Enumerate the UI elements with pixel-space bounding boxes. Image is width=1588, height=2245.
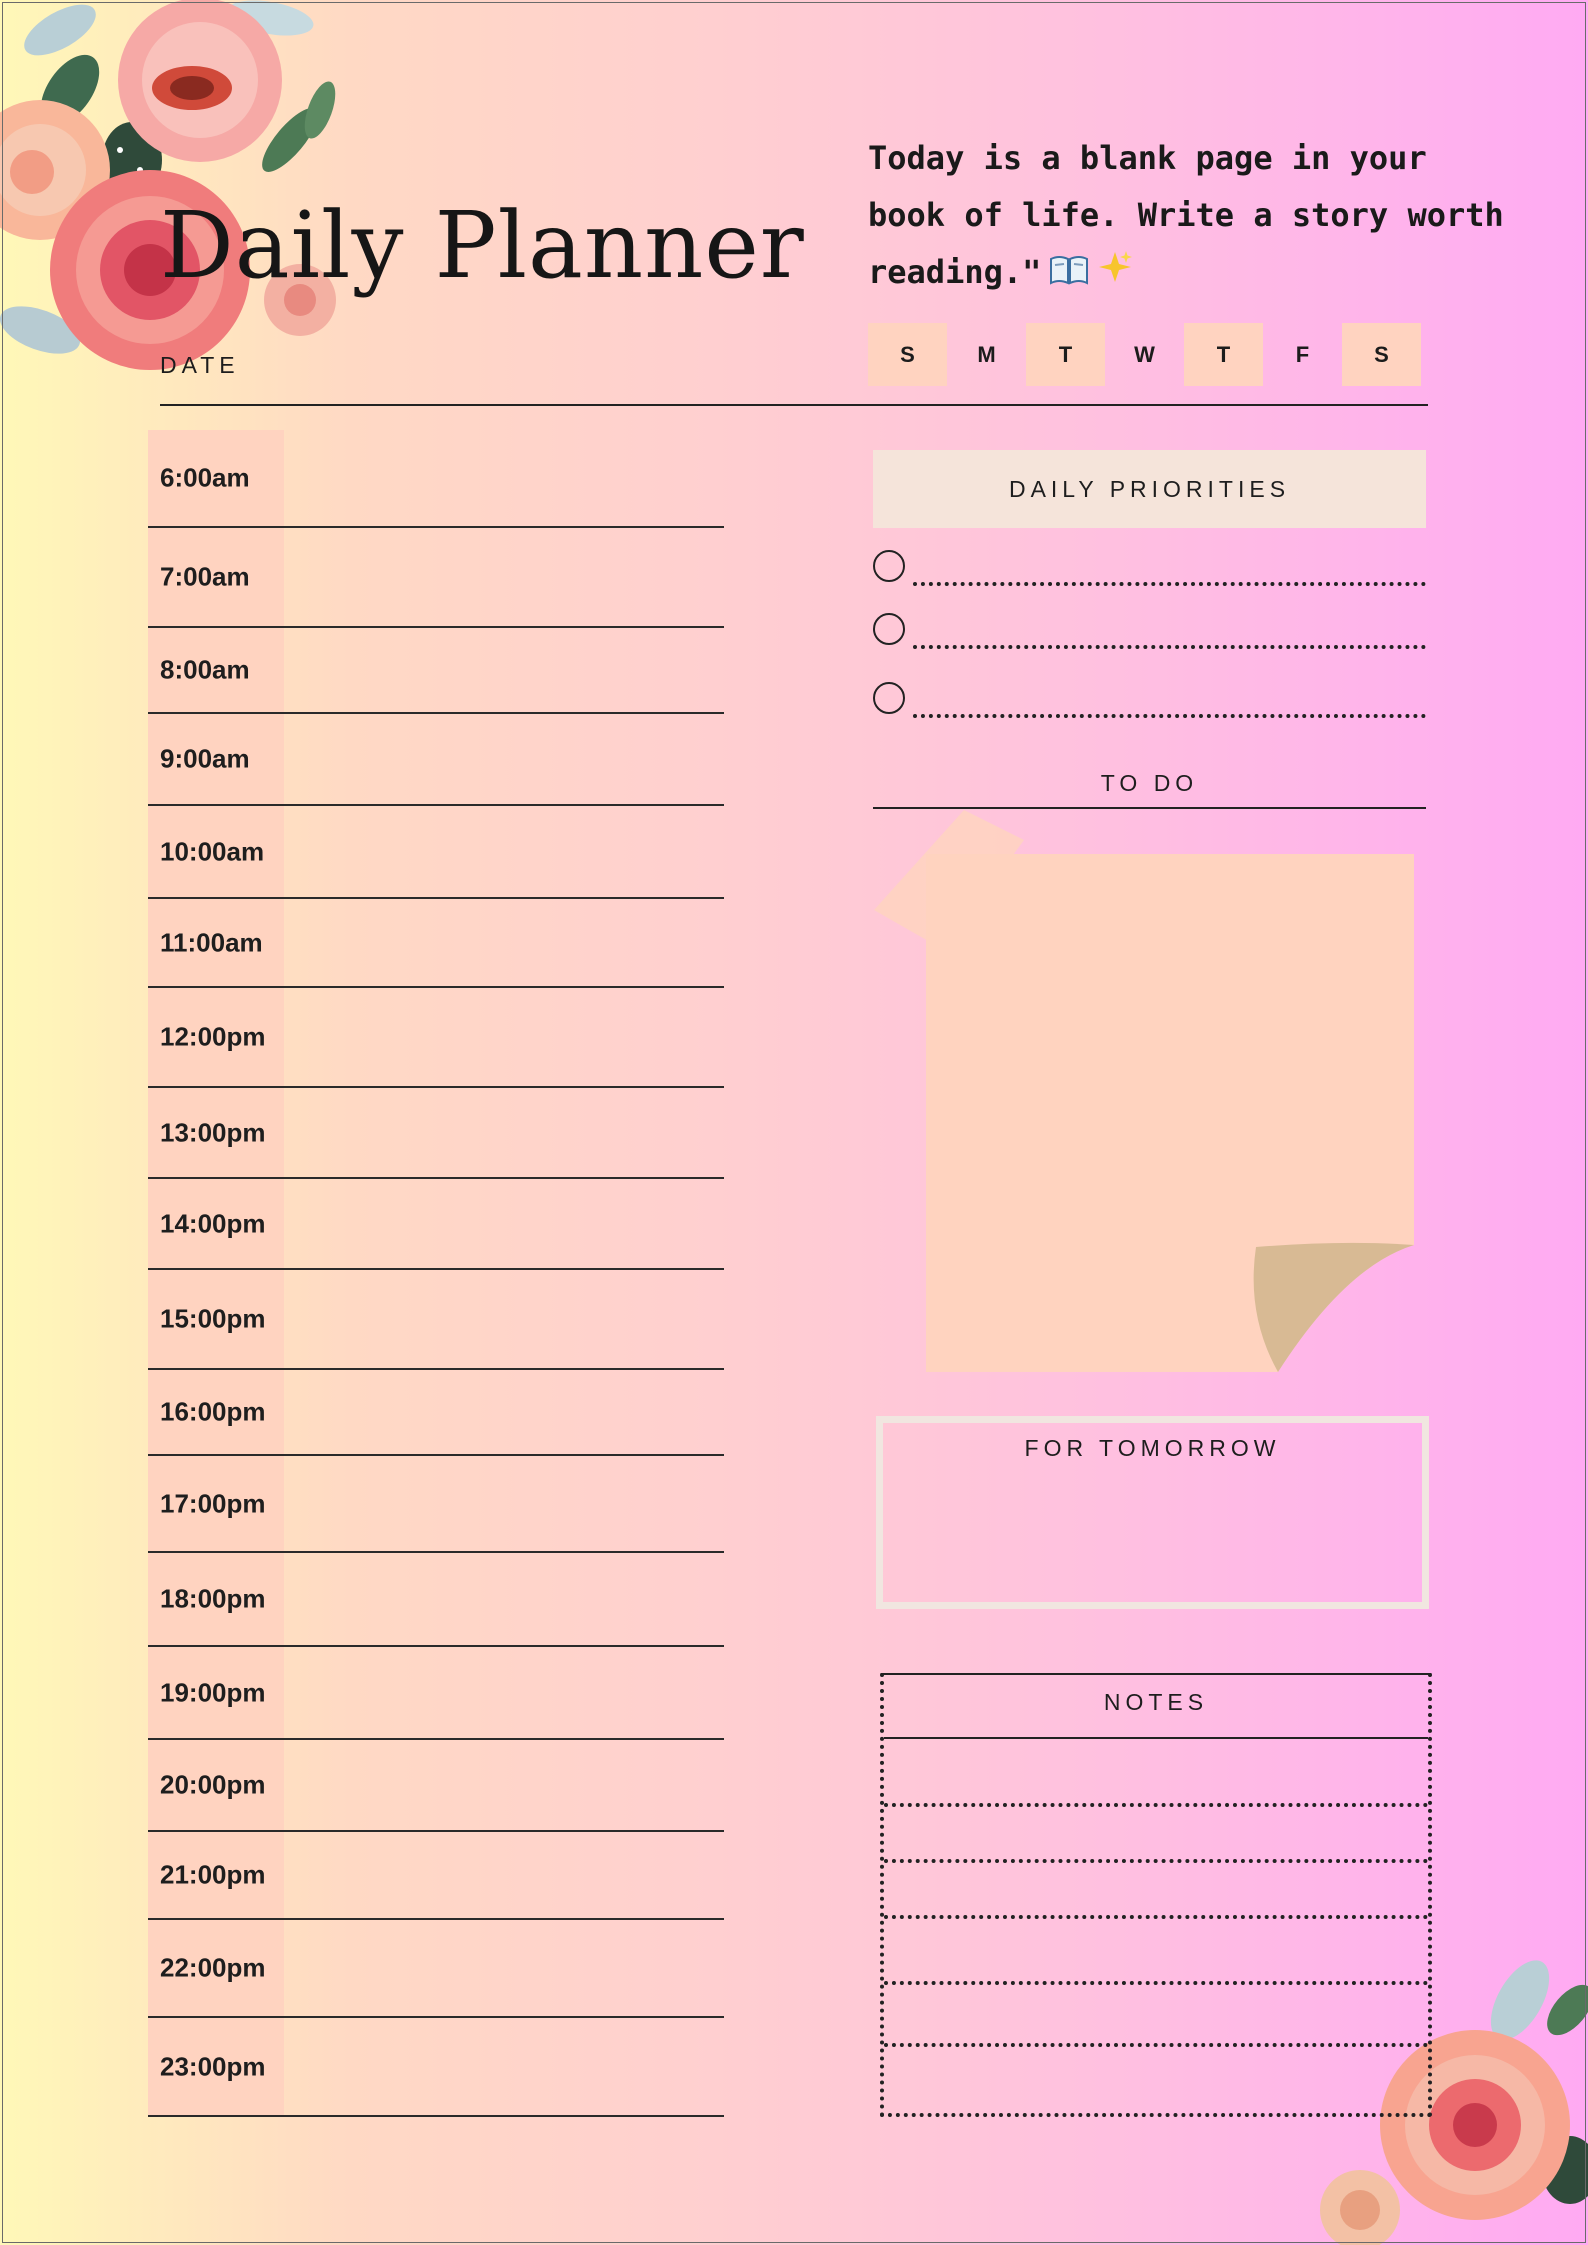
time-label: 19:00pm (160, 1677, 266, 1707)
weekday-sunday[interactable]: S (868, 323, 947, 386)
notes-line (884, 1859, 1428, 1863)
schedule-row[interactable] (148, 1370, 724, 1456)
schedule-row[interactable] (148, 1553, 724, 1647)
priority-line (913, 714, 1426, 718)
schedule-row[interactable] (148, 430, 724, 528)
daily-priorities-header (873, 450, 1426, 528)
time-label: 22:00pm (160, 1952, 266, 1983)
todo-divider (873, 807, 1426, 809)
time-label: 7:00am (160, 561, 250, 592)
schedule-row[interactable] (148, 899, 724, 988)
sparkles-icon (1097, 246, 1133, 303)
schedule-row[interactable] (148, 714, 724, 806)
time-label: 16:00pm (160, 1396, 266, 1427)
weekday-thursday[interactable]: T (1184, 323, 1263, 386)
floral-top-left (0, 0, 380, 380)
time-label: 9:00am (160, 743, 250, 774)
priority-item[interactable] (873, 613, 1426, 653)
schedule-row[interactable] (148, 1179, 724, 1270)
schedule-row[interactable] (148, 1456, 724, 1553)
time-label: 8:00am (160, 654, 250, 685)
time-label: 14:00pm (160, 1208, 266, 1238)
weekday-tuesday[interactable]: T (1026, 323, 1105, 386)
date-label: DATE (160, 352, 240, 378)
time-label: 20:00pm (160, 1769, 266, 1800)
daily-priorities-title: DAILY PRIORITIES (1008, 475, 1291, 502)
schedule-row[interactable] (148, 1647, 724, 1740)
time-label: 23:00pm (160, 2051, 266, 2081)
time-label: 17:00pm (160, 1488, 266, 1518)
notes-line (884, 1915, 1428, 1919)
time-label: 6:00am (160, 462, 250, 493)
header-divider (160, 404, 1428, 406)
schedule-row[interactable] (148, 1740, 724, 1832)
notes-box[interactable] (880, 1673, 1432, 2117)
schedule-row[interactable] (148, 1832, 724, 1920)
time-label: 18:00pm (160, 1583, 266, 1614)
time-label: 13:00pm (160, 1117, 266, 1147)
weekday-wednesday[interactable]: W (1134, 341, 1155, 367)
time-label: 11:00am (160, 927, 263, 957)
priority-item[interactable] (873, 550, 1426, 590)
schedule-row[interactable] (148, 806, 724, 899)
notes-line (884, 1981, 1428, 1985)
schedule-row[interactable] (148, 2018, 724, 2117)
book-icon (1049, 246, 1089, 303)
weekday-selector (868, 323, 1421, 386)
notes-line (884, 1803, 1428, 1807)
weekday-friday[interactable]: F (1295, 341, 1310, 367)
schedule-row[interactable] (148, 1088, 724, 1179)
checkbox-circle-icon[interactable] (873, 550, 905, 582)
for-tomorrow-box[interactable] (876, 1416, 1429, 1609)
todo-title: TO DO (1100, 770, 1199, 796)
page-title: Daily Planner (160, 192, 805, 299)
time-label: 10:00am (160, 836, 265, 866)
schedule-row[interactable] (148, 628, 724, 714)
priority-item[interactable] (873, 682, 1426, 722)
time-label: 21:00pm (160, 1859, 266, 1890)
priority-line (913, 582, 1426, 586)
notes-title: NOTES (1103, 1689, 1209, 1715)
schedule-row[interactable] (148, 528, 724, 628)
time-label: 12:00pm (160, 1021, 266, 1052)
checkbox-circle-icon[interactable] (873, 613, 905, 645)
priority-line (913, 645, 1426, 649)
quote (868, 130, 1508, 303)
schedule-row[interactable] (148, 1270, 724, 1370)
todo-sticky-note[interactable] (874, 810, 1424, 1375)
time-label: 15:00pm (160, 1303, 266, 1334)
hourly-schedule (148, 430, 724, 2117)
weekday-monday[interactable]: M (977, 341, 996, 367)
schedule-row[interactable] (148, 1920, 724, 2018)
for-tomorrow-title: FOR TOMORROW (1024, 1435, 1281, 1461)
quote-text: Today is a blank page in your book of life. Write a story worth reading." (868, 139, 1504, 291)
notes-line (884, 2043, 1428, 2047)
checkbox-circle-icon[interactable] (873, 682, 905, 714)
schedule-row[interactable] (148, 988, 724, 1088)
notes-divider (884, 1737, 1428, 1739)
weekday-saturday[interactable]: S (1342, 323, 1421, 386)
